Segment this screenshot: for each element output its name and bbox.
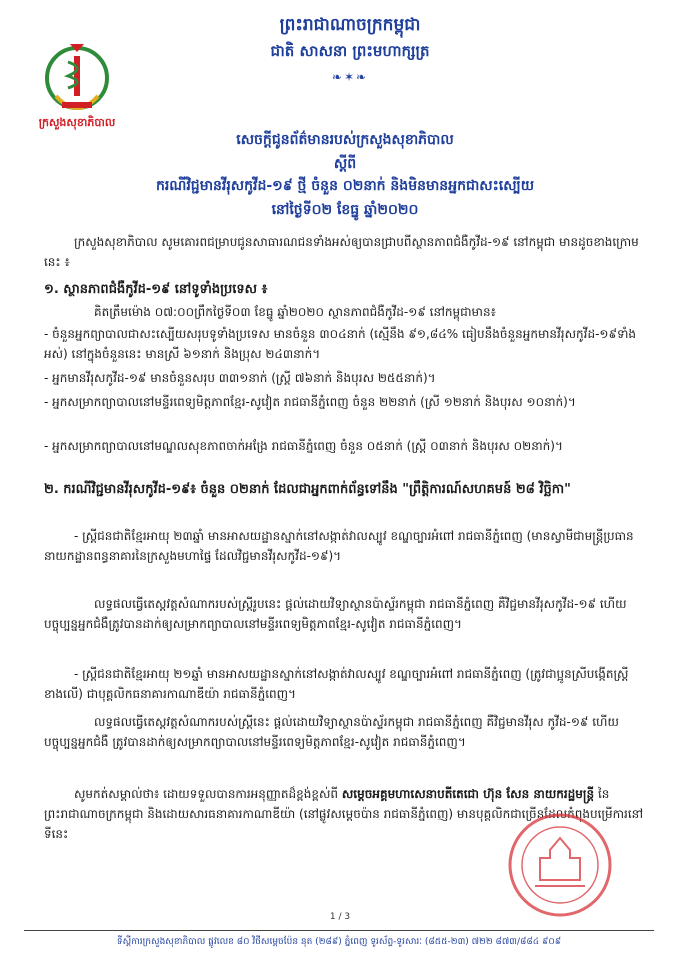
- section-1-lead: គិតត្រឹមម៉ោង ០៧:០០ព្រឹកថ្ងៃទី០៣ ខែធ្នូ ឆ្នាំ២០២០ ស្ថានភាពជំងឺកូវីដ-១៩ នៅកម្ពុជាមាន៖: [94, 305, 496, 319]
- ministry-logo: [42, 38, 112, 122]
- section-2-heading: ២. ករណីវិជ្ជមានវីរុសកូវីដ-១៩៖ ចំនួន ០២នាក់ ដែលជាអ្នកពាក់ព័ន្ធទៅនឹង "ព្រឹត្តិការណ៍សហគមន៍ ២៨ វិច្ឆិកា": [44, 482, 571, 497]
- ministry-label: ក្រសួងសុខាភិបាល: [38, 116, 116, 129]
- note-rest: នៃព្រះរាជាណាចក្រកម្ពុជា និងដោយសារធនាគារកាណាឌីយ៉ា (នៅផ្លូវសម្តេចប៉ាន រាជធានីភ្នំពេញ) មានបុគ្គលិកជាច្រើនដែលកំពុងបម្រើការនៅទីនេះ: [44, 787, 644, 841]
- case-2-paragraph: - ស្ត្រីជនជាតិខ្មែរអាយុ ២១ឆ្នាំ មានអាសយដ្ឋានស្នាក់នៅសង្កាត់វាលស្បូវ ខណ្ឌច្បារអំពៅ រាជធានីភ្នំពេញ (ត្រូវជាប្អូនស្រីបង្កើតស្ត្រីខាងលើ) ជាបុគ្គលិកធនាគារកាណាឌីយ៉ា រាជធានីភ្នំពេញ។: [44, 667, 629, 701]
- bullet-recovered: - ចំនួនអ្នកព្យាបាលជាសះស្បើយសរុបទូទាំងប្រទេស មានចំនួន ៣០៤នាក់ (ស្មើនឹង ៩១,៨៤% ធៀបនឹងចំនួនអ្នកមានវីរុសកូវីដ-១៩ទាំងអស់) នៅក្នុងចំនួននេះ មានស្រី ៦១នាក់ និងប្រុស ២៤៣នាក់។: [44, 327, 637, 361]
- footer-divider: [24, 930, 654, 931]
- bullet-total-cases: - អ្នកមានវីរុសកូវីដ-១៩ មានចំនួនសរុប ៣៣១នាក់ (ស្ត្រី ៧៦នាក់ និងបុរស ២៥៥នាក់)។: [44, 371, 436, 385]
- case-2-result: លទ្ធផលធ្វើតេស្តវត្តសំណាករបស់ស្ត្រីនេះ ផ្តល់ដោយវិទ្យាស្ថានប៉ាស្ទ័រកម្ពុជា រាជធានីភ្នំពេញ គឺវិជ្ជមានវីរុស កូវីដ-១៩ ហើយបច្ចុប្បន្នអ្នកជំងឺ ត្រូវបានដាក់ឲ្យសម្រាកព្យាបាលនៅមន្ទីរពេទ្យមិត្តភាពខ្មែរ-សូវៀត រាជធានីភ្នំពេញ។: [44, 715, 619, 749]
- page-number: 1 / 3: [329, 912, 351, 922]
- footer-address: ទីស្តីការក្រសួងសុខាភិបាល ផ្លូវលេខ ៨០ វិថីសម្តេចប៉ែន នុត (២៨៩) ភ្នំពេញ ទូរស័ព្ទ-ទូរសារៈ (៨៥៥-២៣) ៧២២ ៨៧៣/៨៨៤ ៩០៩: [116, 937, 562, 947]
- section-1-heading: ១. ស្ថានភាពជំងឺកូវីដ-១៩ នៅទូទាំងប្រទេស ៖: [44, 282, 268, 297]
- bullet-khmer-soviet: - អ្នកសម្រាកព្យាបាលនៅមន្ទីរពេទ្យមិត្តភាពខ្មែរ-សូវៀត រាជធានីភ្នំពេញ ចំនួន ២២នាក់ (ស្រី ១២នាក់ និងបុរស ១០នាក់)។: [44, 395, 576, 409]
- pm-name: សម្តេចអគ្គមហាសេនាបតីតេជោ ហ៊ុន សែន នាយករដ្ឋមន្ត្រី: [341, 787, 595, 801]
- kingdom-heading: ព្រះរាជាណាចក្រកម្ពុជា: [279, 15, 421, 35]
- intro-paragraph: ក្រសួងសុខាភិបាល សូមគោរពជម្រាបជូនសាធារណជនទាំងអស់ឲ្យបានជ្រាបពីស្ថានភាពជំងឺកូវីដ-១៩ នៅកម្ពុជា មានដូចខាងក្រោមនេះ ៖: [44, 235, 639, 269]
- title-line-2: ស្តីពី: [333, 156, 357, 172]
- bullet-chak-angre: - អ្នកសម្រាកព្យាបាលនៅមណ្ឌលសុខភាពចាក់អង្រែ រាជធានីភ្នំពេញ ចំនួន ០៥នាក់ (ស្ត្រី ០៣នាក់ និងបុរស ០២នាក់)។: [44, 439, 563, 453]
- case-1-result: លទ្ធផលធ្វើតេស្តវត្តសំណាករបស់ស្ត្រីរូបនេះ ផ្តល់ដោយវិទ្យាស្ថានប៉ាស្ទ័រកម្ពុជា រាជធានីភ្នំពេញ គឺវិជ្ជមានវីរុសកូវីដ-១៩ ហើយបច្ចុប្បន្នអ្នកជំងឺត្រូវបានដាក់ឲ្យសម្រាកព្យាបាលនៅមន្ទីរពេទ្យមិត្តភាពខ្មែរ-សូវៀត រាជធានីភ្នំពេញ។: [44, 597, 627, 631]
- title-line-3: ករណីវិជ្ជមានវីរុសកូវីដ-១៩ ថ្មី ចំនួន ០២នាក់ និងមិនមានអ្នកជាសះស្បើយ: [155, 178, 535, 194]
- national-motto: ជាតិ សាសនា ព្រះមហាក្សត្រ: [270, 42, 430, 60]
- note-lead: សូមកត់សម្គាល់ថា៖ ដោយទទួលបានការអនុញ្ញាតដ៏ខ្ពង់ខ្ពស់ពី: [74, 787, 339, 801]
- title-line-1: សេចក្តីជូនព័ត៌មានរបស់ក្រសួងសុខាភិបាល: [236, 132, 454, 148]
- case-1-paragraph: - ស្ត្រីជនជាតិខ្មែរអាយុ ២៣ឆ្នាំ មានអាសយដ្ឋានស្នាក់នៅសង្កាត់វាលស្បូវ ខណ្ឌច្បារអំពៅ រាជធានីភ្នំពេញ (មានស្វាមីជាមន្ត្រីប្រធាននាយកដ្ឋានពន្ធនាគារនៃក្រសួងមហាផ្ទៃ ដែលវិជ្ជមានវីរុសកូវីដ-១៩)។: [44, 529, 634, 563]
- ornament-divider: ❧✶❧: [331, 70, 369, 84]
- official-seal-icon: [505, 810, 615, 920]
- title-line-4: នៅថ្ងៃទី០២ ខែធ្នូ ឆ្នាំ២០២០: [271, 202, 419, 218]
